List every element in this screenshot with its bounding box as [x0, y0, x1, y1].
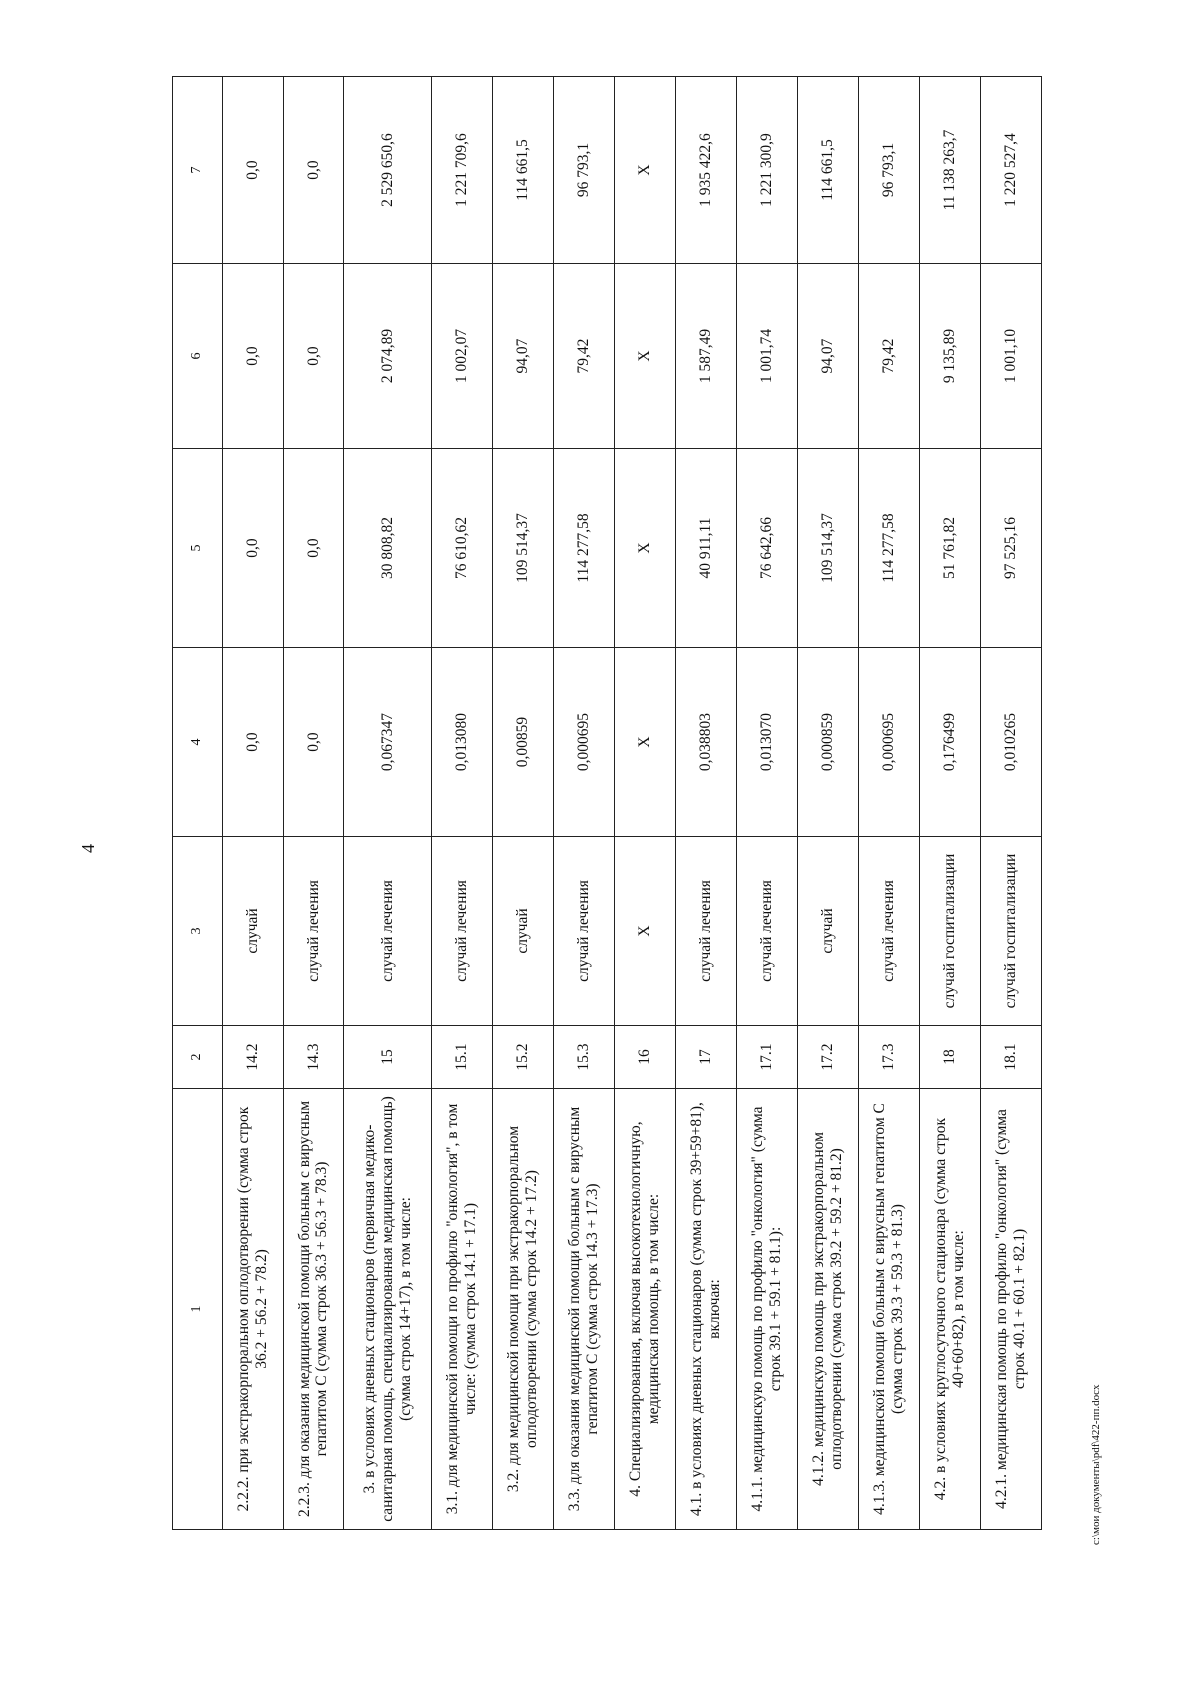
table-cell-6: 94,07 [493, 264, 554, 449]
header-col-1: 1 [173, 1089, 223, 1530]
table-cell-2: 15.3 [554, 1026, 615, 1089]
table-cell-6: 2 074,89 [344, 264, 432, 449]
table-cell-1: 4.2. в условиях круглосуточного стационара (сумма строк 40+60+82), в том числе: [919, 1089, 980, 1530]
table-cell-4: 0,0 [222, 648, 283, 837]
table-cell-5: 114 277,58 [858, 449, 919, 648]
table-cell-3: случай лечения [554, 837, 615, 1026]
table-cell-7: 114 661,5 [493, 77, 554, 264]
table-row [432, 77, 493, 1530]
table-cell-6: 79,42 [554, 264, 615, 449]
table-cell-2: 17.1 [737, 1026, 798, 1089]
table-cell-7: 11 138 263,7 [919, 77, 980, 264]
table-cell-6: 94,07 [797, 264, 858, 449]
table-cell-5: 0,0 [222, 449, 283, 648]
table-cell-5: 109 514,37 [493, 449, 554, 648]
table-cell-3: случай [222, 837, 283, 1026]
rotated-table-wrapper [172, 129, 1042, 1530]
table-row [615, 77, 676, 1530]
table-cell-2: 16 [615, 1026, 676, 1089]
table-cell-1: 2.2.2. при экстракорпоральном оплодотворении (сумма строк 36.2 + 56.2 + 78.2) [222, 1089, 283, 1530]
table-cell-1: 3.3. для оказания медицинской помощи больным с вирусным гепатитом С (сумма строк 14.3 + 17.3) [554, 1089, 615, 1530]
table-cell-3: случай лечения [676, 837, 737, 1026]
table-cell-2: 15.2 [493, 1026, 554, 1089]
table-cell-1: 4.1.1. медицинскую помощь по профилю "онкология" (сумма строк 39.1 + 59.1 + 81.1): [737, 1089, 798, 1530]
table-cell-1: 3.2. для медицинской помощи при экстракорпоральном оплодотворении (сумма строк 14.2 + 17.2) [493, 1089, 554, 1530]
table-cell-2: 18 [919, 1026, 980, 1089]
table-cell-4: 0,067347 [344, 648, 432, 837]
table-cell-3: Х [615, 837, 676, 1026]
table-cell-1: 3.1. для медицинской помощи по профилю "онкология", в том числе: (сумма строк 14.1 + 17.1) [432, 1089, 493, 1530]
header-col-2: 2 [173, 1026, 223, 1089]
table-cell-2: 15.1 [432, 1026, 493, 1089]
table-cell-4: Х [615, 648, 676, 837]
table-cell-2: 15 [344, 1026, 432, 1089]
data-table [172, 76, 1042, 1530]
table-cell-3: случай лечения [858, 837, 919, 1026]
table-cell-2: 14.2 [222, 1026, 283, 1089]
table-cell-6: 0,0 [222, 264, 283, 449]
table-cell-4: 0,013080 [432, 648, 493, 837]
table-cell-3: случай лечения [737, 837, 798, 1026]
table-cell-7: 1 221 300,9 [737, 77, 798, 264]
table-cell-5: 76 642,66 [737, 449, 798, 648]
table-cell-1: 4.1.3. медицинской помощи больным с вирусным гепатитом С (сумма строк 39.3 + 59.3 + 81.3) [858, 1089, 919, 1530]
table-cell-5: 51 761,82 [919, 449, 980, 648]
table-cell-4: 0,000695 [554, 648, 615, 837]
table-cell-7: 0,0 [222, 77, 283, 264]
table-cell-7: Х [615, 77, 676, 264]
header-col-5: 5 [173, 449, 223, 648]
table-cell-6: Х [615, 264, 676, 449]
table-row [919, 77, 980, 1530]
header-col-7: 7 [173, 77, 223, 264]
table-cell-7: 1 935 422,6 [676, 77, 737, 264]
table-cell-3: случай [493, 837, 554, 1026]
table-cell-3: случай лечения [344, 837, 432, 1026]
table-cell-1: 3. в условиях дневных стационаров (первичная медико-санитарная помощь, специализированная медицинская помощь) (сумма строк 14+17), в том числе: [344, 1089, 432, 1530]
table-row [858, 77, 919, 1530]
table-cell-7: 1 221 709,6 [432, 77, 493, 264]
table-row [344, 77, 432, 1530]
table-cell-2: 14.3 [283, 1026, 344, 1089]
table-cell-4: 0,000695 [858, 648, 919, 837]
table-row [493, 77, 554, 1530]
table-cell-4: 0,176499 [919, 648, 980, 837]
table-cell-6: 9 135,89 [919, 264, 980, 449]
page-number: 4 [78, 844, 98, 853]
table-row [222, 77, 283, 1530]
table-row [554, 77, 615, 1530]
table-cell-2: 17 [676, 1026, 737, 1089]
table-cell-5: 97 525,16 [980, 449, 1041, 648]
table-cell-4: 0,00859 [493, 648, 554, 837]
table-cell-6: 0,0 [283, 264, 344, 449]
table-cell-4: 0,000859 [797, 648, 858, 837]
table-cell-7: 0,0 [283, 77, 344, 264]
table-cell-5: 40 911,11 [676, 449, 737, 648]
table-cell-4: 0,038803 [676, 648, 737, 837]
table-cell-6: 1 587,49 [676, 264, 737, 449]
footer-file-path: c:\мои документы\pdf\422-пп.docx [1090, 1384, 1102, 1545]
table-cell-3: случай госпитализации [980, 837, 1041, 1026]
table-cell-4: 0,010265 [980, 648, 1041, 837]
table-cell-6: 1 001,74 [737, 264, 798, 449]
table-cell-7: 1 220 527,4 [980, 77, 1041, 264]
table-cell-5: 0,0 [283, 449, 344, 648]
table-cell-4: 0,0 [283, 648, 344, 837]
table-cell-4: 0,013070 [737, 648, 798, 837]
table-cell-5: 109 514,37 [797, 449, 858, 648]
table-cell-7: 114 661,5 [797, 77, 858, 264]
table-cell-6: 79,42 [858, 264, 919, 449]
table-cell-7: 96 793,1 [858, 77, 919, 264]
table-cell-3: случай [797, 837, 858, 1026]
table-cell-5: Х [615, 449, 676, 648]
header-col-3: 3 [173, 837, 223, 1026]
table-cell-2: 18.1 [980, 1026, 1041, 1089]
table-cell-7: 2 529 650,6 [344, 77, 432, 264]
table-row [737, 77, 798, 1530]
header-col-4: 4 [173, 648, 223, 837]
table-cell-1: 4. Специализированная, включая высокотехнологичную, медицинская помощь, в том числе: [615, 1089, 676, 1530]
table-row [283, 77, 344, 1530]
table-cell-5: 30 808,82 [344, 449, 432, 648]
table-cell-6: 1 001,10 [980, 264, 1041, 449]
table-row [676, 77, 737, 1530]
table-cell-6: 1 002,07 [432, 264, 493, 449]
table-header-row [173, 77, 223, 1530]
table-cell-1: 2.2.3. для оказания медицинской помощи больным с вирусным гепатитом С (сумма строк 36.3 + 56.3 + 78.3) [283, 1089, 344, 1530]
table-cell-2: 17.3 [858, 1026, 919, 1089]
table-row [797, 77, 858, 1530]
table-cell-1: 4.1. в условиях дневных стационаров (сумма строк 39+59+81), включая: [676, 1089, 737, 1530]
table-cell-5: 76 610,62 [432, 449, 493, 648]
table-cell-3: случай лечения [283, 837, 344, 1026]
table-cell-1: 4.1.2. медицинскую помощь при экстракорпоральном оплодотворении (сумма строк 39.2 + 59.2 + 81.2) [797, 1089, 858, 1530]
table-row [980, 77, 1041, 1530]
table-cell-3: случай лечения [432, 837, 493, 1026]
header-col-6: 6 [173, 264, 223, 449]
table-cell-1: 4.2.1. медицинская помощь по профилю "онкология" (сумма строк 40.1 + 60.1 + 82.1) [980, 1089, 1041, 1530]
table-cell-7: 96 793,1 [554, 77, 615, 264]
table-cell-2: 17.2 [797, 1026, 858, 1089]
table-cell-5: 114 277,58 [554, 449, 615, 648]
table-cell-3: случай госпитализации [919, 837, 980, 1026]
